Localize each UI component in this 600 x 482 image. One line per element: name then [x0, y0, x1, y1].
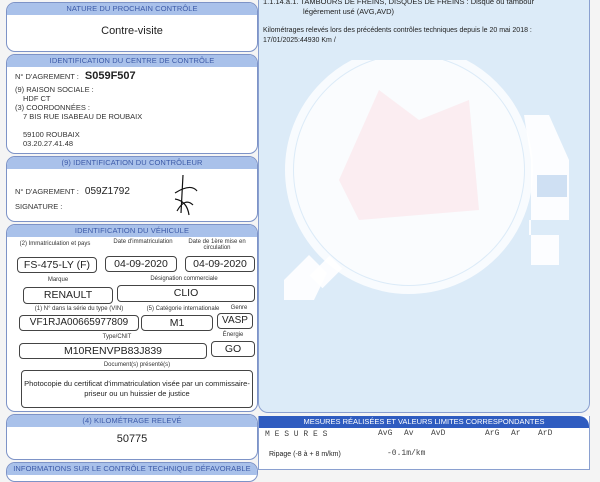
genre-label: Genre: [230, 305, 248, 311]
vehicule-header: IDENTIFICATION DU VÉHICULE: [7, 225, 257, 237]
date-immat-field: 04-09-2020: [105, 256, 177, 272]
coordonnees-label: (3) COORDONNÉES :: [15, 103, 91, 112]
date-mec-field: 04-09-2020: [185, 256, 255, 272]
categorie-label: (5) Catégorie internationale: [146, 306, 220, 312]
controleur-card: [6, 156, 258, 222]
energie-field: GO: [211, 341, 255, 357]
right-column: [258, 0, 594, 470]
defect-detail: légèrement usé (AVG,AVD): [303, 7, 395, 16]
genre-field: VASP: [217, 313, 253, 329]
type-field: M10RENVPB83J839: [19, 343, 207, 359]
signature-label: SIGNATURE :: [15, 202, 63, 211]
type-label: Type/CNIT: [102, 334, 132, 340]
defects-panel: [258, 0, 590, 413]
controleur-agrement-label: N° D'AGREMENT :: [15, 187, 79, 196]
documents-label: Document(s) présenté(s): [103, 362, 171, 368]
km-history-label: Kilométrages relevés lors des précédents contrôles techniques depuis le 20 mai 2018 :: [263, 27, 532, 34]
designation-label: Désignation commerciale: [150, 276, 218, 282]
vin-field: VF1RJA00665977809: [19, 315, 139, 331]
date-immat-label: Date d'immatriculation: [113, 239, 173, 245]
raison-sociale-value: HDF CT: [23, 94, 51, 103]
ripage-label: Ripage (-8 à + 8 m/km): [269, 451, 341, 458]
kilometrage-header: (4) KILOMÉTRAGE RELEVÉ: [7, 415, 257, 427]
col-av: Av: [404, 429, 414, 438]
centre-agrement-label: N° D'AGREMENT :: [15, 72, 79, 81]
categorie-field: M1: [141, 315, 213, 331]
immat-field: FS-475-LY (F): [17, 257, 97, 273]
defect-code: 1.1.14.a.1. TAMBOURS DE FREINS, DISQUES DE FREINS : Disque ou tambour: [263, 0, 535, 6]
prochain-controle-header: NATURE DU PROCHAIN CONTRÔLE: [7, 3, 257, 15]
magnifier-car-watermark-icon: [269, 60, 589, 320]
raison-sociale-label: (9) RAISON SOCIALE :: [15, 85, 94, 94]
col-arg: ArG: [485, 429, 500, 438]
documents-field: Photocopie du certificat d'immatriculation visée par un commissaire-priseur ou un huissier de justice: [21, 370, 253, 408]
marque-label: Marque: [47, 277, 69, 283]
controleur-agrement-value: 059Z1792: [84, 186, 130, 197]
mesures-section: [258, 416, 590, 470]
infos-defavorable-header: INFORMATIONS SUR LE CONTRÔLE TECHNIQUE DÉFAVORABLE: [7, 463, 257, 475]
col-ard: ArD: [538, 429, 553, 438]
controleur-header: (9) IDENTIFICATION DU CONTRÔLEUR: [7, 157, 257, 169]
immat-label: (2) Immatriculation et pays: [19, 241, 91, 247]
address-line1: 7 BIS RUE ISABEAU DE ROUBAIX: [23, 112, 143, 121]
centre-header: IDENTIFICATION DU CENTRE DE CONTRÔLE: [7, 55, 257, 67]
kilometrage-value: 50775: [116, 433, 148, 445]
vin-label: (1) N° dans la série du type (VIN): [34, 306, 124, 312]
centre-card: [6, 54, 258, 154]
prochain-controle-value: Contre-visite: [101, 25, 163, 37]
date-mec-label: Date de 1ère mise en circulation: [188, 239, 246, 251]
designation-field: CLIO: [117, 285, 255, 302]
mesures-header: MESURES RÉALISÉES ET VALEURS LIMITES CORRESPONDANTES: [259, 416, 589, 428]
ripage-value: -0.1m/km: [387, 449, 426, 458]
address-line2: 59100 ROUBAIX: [23, 130, 80, 139]
phone: 03.20.27.41.48: [23, 139, 74, 148]
col-avg: AvG: [378, 429, 393, 438]
centre-agrement-value: S059F507: [84, 70, 136, 82]
infos-defavorable-card: [6, 462, 258, 482]
km-history-value: 17/01/2025:44930 Km /: [263, 37, 336, 44]
signature-icon: [167, 173, 201, 217]
marque-field: RENAULT: [23, 287, 113, 304]
prochain-controle-card: [6, 2, 258, 52]
col-ar: Ar: [511, 429, 521, 438]
energie-label: Énergie: [222, 332, 244, 338]
col-avd: AvD: [431, 429, 446, 438]
vehicule-card: [6, 224, 258, 412]
kilometrage-card: [6, 414, 258, 460]
mesures-title: M E S U R E S: [265, 430, 328, 439]
